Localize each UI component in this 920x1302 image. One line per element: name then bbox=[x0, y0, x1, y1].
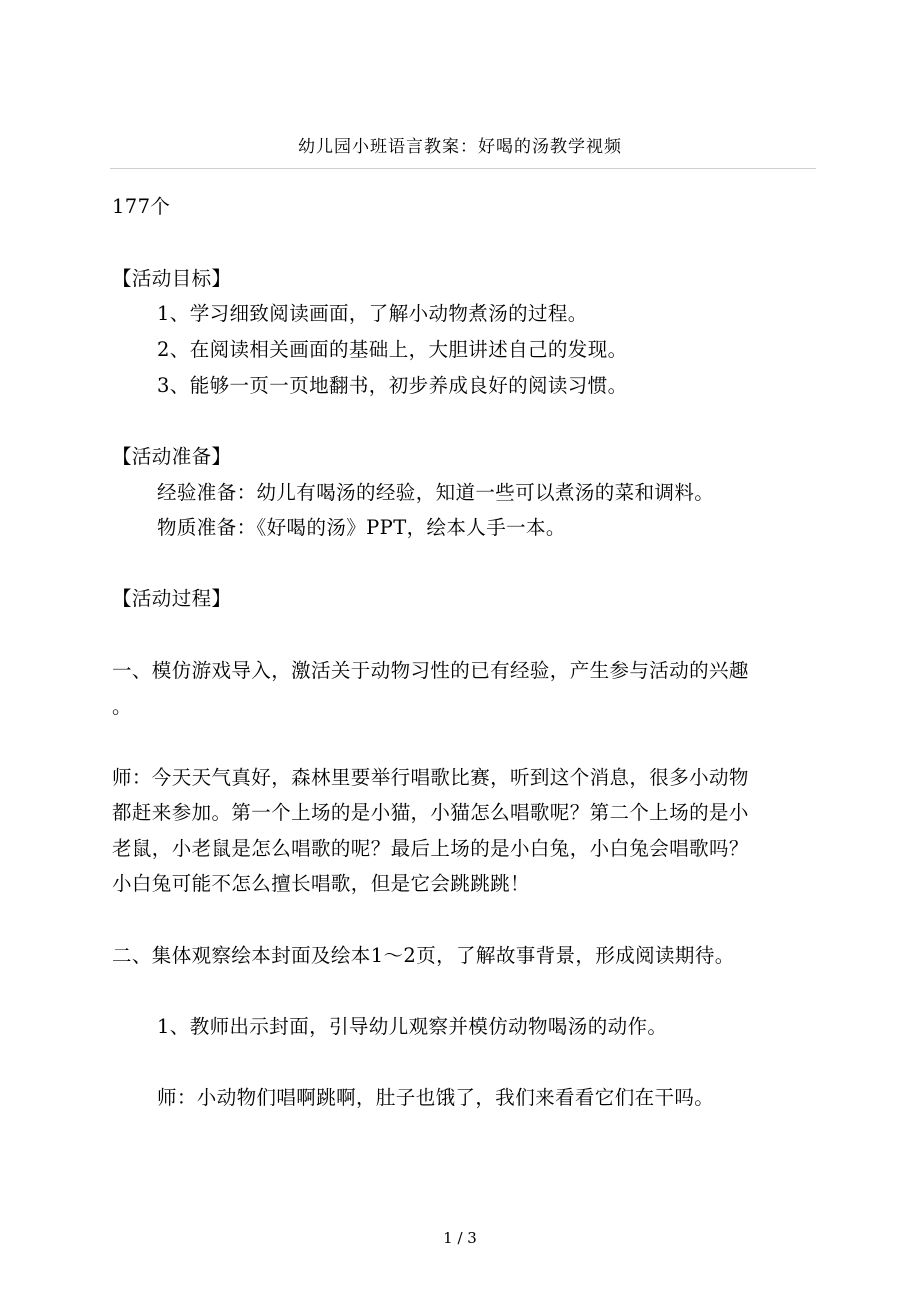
teacher1-line: 师：今天天气真好，森林里要举行唱歌比赛，听到这个消息，很多小动物 bbox=[112, 766, 749, 789]
prep-item: 经验准备：幼儿有喝汤的经验，知道一些可以煮汤的菜和调料。 bbox=[157, 481, 715, 504]
prep-heading: 【活动准备】 bbox=[112, 445, 232, 468]
header-divider bbox=[110, 168, 816, 169]
prep-item: 物质准备：《好喝的汤》PPT，绘本人手一本。 bbox=[157, 516, 566, 539]
step2-line: 二、集体观察绘本封面及绘本1～2页，了解故事背景，形成阅读期待。 bbox=[112, 944, 735, 967]
teacher1-line: 小白兔可能不怎么擅长唱歌，但是它会跳跳跳！ bbox=[112, 872, 530, 895]
goal-item: 2、在阅读相关画面的基础上，大胆讲述自己的发现。 bbox=[157, 338, 628, 361]
teacher1-line: 老鼠，小老鼠是怎么唱歌的呢？最后上场的是小白兔，小白兔会唱歌吗？ bbox=[112, 837, 749, 860]
process-heading: 【活动过程】 bbox=[112, 587, 232, 610]
teacher2-line: 师：小动物们唱啊跳啊，肚子也饿了，我们来看看它们在干吗。 bbox=[157, 1086, 715, 1109]
sub1-line: 1、教师出示封面，引导幼儿观察并模仿动物喝汤的动作。 bbox=[157, 1015, 668, 1038]
teacher1-line: 都赶来参加。第一个上场的是小猫，小猫怎么唱歌呢？第二个上场的是小 bbox=[112, 801, 749, 824]
count-line: 177个 bbox=[112, 195, 171, 218]
document-title: 幼儿园小班语言教案：好喝的汤教学视频 bbox=[298, 137, 622, 157]
goal-item: 1、学习细致阅读画面，了解小动物煮汤的过程。 bbox=[157, 302, 588, 325]
goal-item: 3、能够一页一页地翻书，初步养成良好的阅读习惯。 bbox=[157, 374, 628, 397]
goals-heading: 【活动目标】 bbox=[112, 267, 232, 290]
page-indicator: 1 / 3 bbox=[443, 1229, 477, 1247]
step1-line: 。 bbox=[112, 695, 132, 718]
step1-line: 一、模仿游戏导入，激活关于动物习性的已有经验，产生参与活动的兴趣 bbox=[112, 659, 749, 682]
